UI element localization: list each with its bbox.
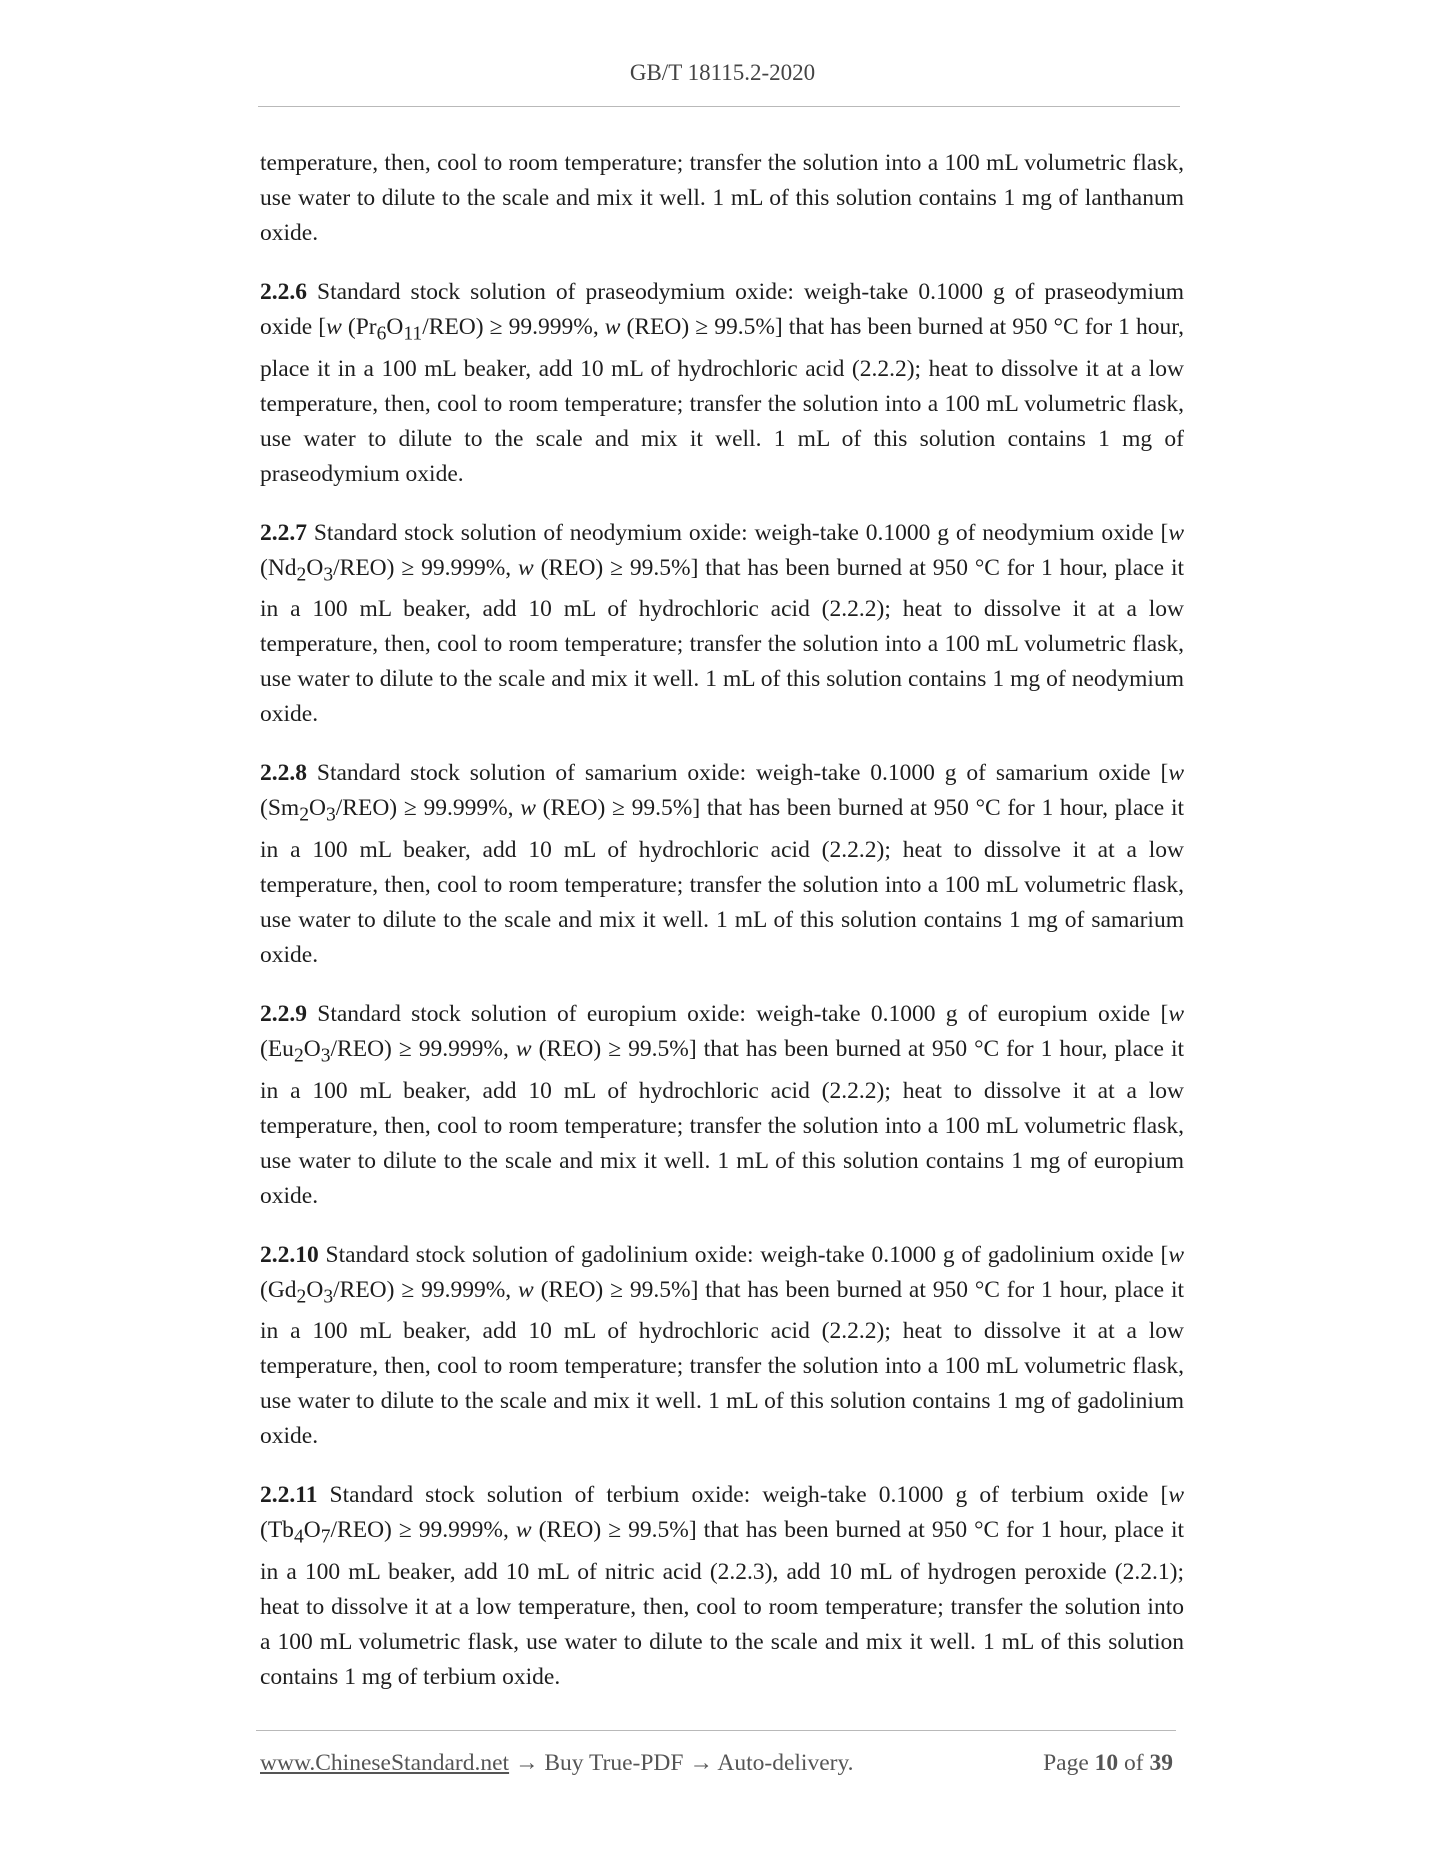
formula-text: (Gd: [260, 1276, 297, 1303]
formula-text: O: [306, 1276, 324, 1303]
footer-promo-text: → Buy True-PDF → Auto-delivery.: [509, 1750, 854, 1776]
subscript: 2: [296, 1286, 307, 1308]
paragraph-continuation: [260, 146, 1184, 251]
symbol-w: w: [1168, 1241, 1184, 1268]
clause-2-2-10: [260, 1238, 1184, 1455]
header-divider: [258, 106, 1180, 107]
formula-text: (Tb: [260, 1517, 294, 1544]
subscript: 4: [293, 1527, 304, 1549]
symbol-w: w: [1168, 1482, 1184, 1509]
symbol-w: w: [604, 314, 621, 340]
of-label: of: [1124, 1750, 1144, 1776]
formula-text: O: [308, 795, 326, 822]
formula-text: /REO) ≥ 99.999%,: [335, 795, 521, 822]
paragraph-text: Standard stock solution of neodymium oxide: weigh-take 0.1000 g of neodymium oxide [: [307, 519, 1169, 546]
clause-2-2-9: [260, 997, 1184, 1214]
subscript: 3: [323, 564, 334, 586]
footer-promo: [260, 1750, 854, 1777]
formula-text: (Eu: [260, 1036, 294, 1063]
symbol-w: w: [520, 795, 536, 822]
paragraph-text: (REO) ≥ 99.5%] that has been burned at 950 °C for 1 hour, place it in a 100 mL beaker, add 10 mL of nitric acid (2.2.3), add 10 mL of hydrogen peroxide (2.2.1); heat to dissolve it at a low temperature, then, cool to room temperature; transfer the solution into a 100 mL volumetric flask, use water to dilute to the scale and mix it well. 1 mL of this solution contains 1 mg of terbium oxide.: [260, 1517, 1185, 1691]
symbol-w: w: [515, 1036, 532, 1063]
document-header-title: GB/T 18115.2-2020: [629, 60, 816, 85]
formula-text: O: [386, 314, 404, 340]
symbol-w: w: [326, 314, 342, 340]
clause-number: 2.2.6: [260, 279, 307, 305]
subscript: 2: [299, 805, 309, 827]
subscript: 6: [376, 323, 387, 345]
total-pages-number: 39: [1149, 1750, 1173, 1776]
page-label: Page: [1043, 1750, 1089, 1776]
clause-2-2-7: [260, 516, 1184, 733]
paragraph-text: (REO) ≥ 99.5%] that has been burned at 950 °C for 1 hour, place it in a 100 mL beaker, add 10 mL of hydrochloric acid (2.2.2); heat to dissolve it at a low temperature, then, cool to room temperature; transfer the solution into a 100 mL volumetric flask, use water to dilute to the scale and mix it well. 1 mL of this solution contains 1 mg of samarium oxide.: [260, 795, 1185, 969]
symbol-w: w: [518, 1276, 534, 1303]
symbol-w: w: [518, 554, 534, 581]
clause-number: 2.2.7: [260, 519, 307, 546]
subscript: 2: [293, 1045, 304, 1067]
subscript: 2: [296, 564, 307, 586]
subscript: 3: [323, 1286, 334, 1308]
clause-2-2-6: [260, 275, 1184, 492]
formula-text: O: [303, 1036, 321, 1063]
paragraph-text: Standard stock solution of gadolinium oxide: weigh-take 0.1000 g of gadolinium oxide [: [318, 1241, 1169, 1268]
symbol-w: w: [1168, 760, 1184, 787]
formula-text: (Sm: [260, 795, 300, 822]
formula-text: /REO) ≥ 99.999%,: [333, 1276, 519, 1303]
subscript: 3: [320, 1045, 331, 1067]
paragraph-text: (REO) ≥ 99.5%] that has been burned at 950 °C for 1 hour, place it in a 100 mL beaker, add 10 mL of hydrochloric acid (2.2.2); heat to dissolve it at a low temperature, then, cool to room temperature; transfer the solution into a 100 mL volumetric flask, use water to dilute to the scale and mix it well. 1 mL of this solution contains 1 mg of neodymium oxide.: [260, 554, 1185, 728]
formula-text: /REO) ≥ 99.999%,: [333, 554, 519, 581]
paragraph-text: Standard stock solution of terbium oxide: weigh-take 0.1000 g of terbium oxide [: [317, 1482, 1169, 1509]
subscript: 3: [325, 805, 336, 827]
footer-divider: [256, 1730, 1176, 1731]
formula-text: /REO) ≥ 99.999%,: [330, 1036, 516, 1063]
symbol-w: w: [1168, 519, 1184, 546]
symbol-w: w: [515, 1517, 532, 1544]
formula-text: (Nd: [260, 554, 297, 581]
clause-number: 2.2.11: [260, 1482, 318, 1509]
formula-text: /REO) ≥ 99.999%,: [422, 314, 605, 340]
clause-2-2-11: [260, 1478, 1184, 1695]
paragraph-text: (REO) ≥ 99.5%] that has been burned at 950 °C for 1 hour, place it in a 100 mL beaker, add 10 mL of hydrochloric acid (2.2.2); heat to dissolve it at a low temperature, then, cool to room temperature; transfer the solution into a 100 mL volumetric flask, use water to dilute to the scale and mix it well. 1 mL of this solution contains 1 mg of gadolinium oxide.: [260, 1276, 1185, 1450]
paragraph-text: temperature, then, cool to room temperature; transfer the solution into a 100 mL volumetric flask, use water to dilute to the scale and mix it well. 1 mL of this solution contains 1 mg of lanthanum oxide.: [260, 150, 1184, 246]
symbol-w: w: [1168, 1001, 1184, 1028]
subscript: 7: [320, 1527, 331, 1549]
paragraph-text: Standard stock solution of praseodymium oxide: weigh-take 0.1000 g of praseodymium oxide [: [260, 279, 1184, 340]
paragraph-text: (REO) ≥ 99.5%] that has been burned at 950 °C for 1 hour, place it in a 100 mL beaker, add 10 mL of hydrochloric acid (2.2.2); heat to dissolve it at a low temperature, then, cool to room temperature; transfer the solution into a 100 mL volumetric flask, use water to dilute to the scale and mix it well. 1 mL of this solution contains 1 mg of europium oxide.: [260, 1036, 1185, 1209]
formula-text: /REO) ≥ 99.999%,: [330, 1517, 516, 1544]
formula-text: (Pr: [341, 314, 377, 340]
website-link[interactable]: www.ChineseStandard.net: [260, 1750, 510, 1776]
paragraph-text: (REO) ≥ 99.5%] that has been burned at 950 °C for 1 hour, place it in a 100 mL beaker, add 10 mL of hydrochloric acid (2.2.2); heat to dissolve it at a low temperature, then, cool to room temperature; transfer the solution into a 100 mL volumetric flask, use water to dilute to the scale and mix it well. 1 mL of this solution contains 1 mg of praseodymium oxide.: [260, 314, 1184, 487]
paragraph-text: Standard stock solution of europium oxide: weigh-take 0.1000 g of europium oxide [: [307, 1001, 1169, 1028]
clause-number: 2.2.8: [260, 760, 307, 787]
clause-number: 2.2.10: [260, 1241, 319, 1268]
document-body: [260, 146, 1184, 1719]
subscript: 11: [403, 323, 423, 345]
page-indicator: [1043, 1750, 1173, 1777]
paragraph-text: Standard stock solution of samarium oxide: weigh-take 0.1000 g of samarium oxide [: [307, 760, 1169, 787]
clause-number: 2.2.9: [260, 1001, 307, 1028]
clause-2-2-8: [260, 756, 1184, 973]
formula-text: O: [306, 554, 324, 581]
formula-text: O: [303, 1517, 321, 1544]
current-page-number: 10: [1094, 1750, 1119, 1776]
